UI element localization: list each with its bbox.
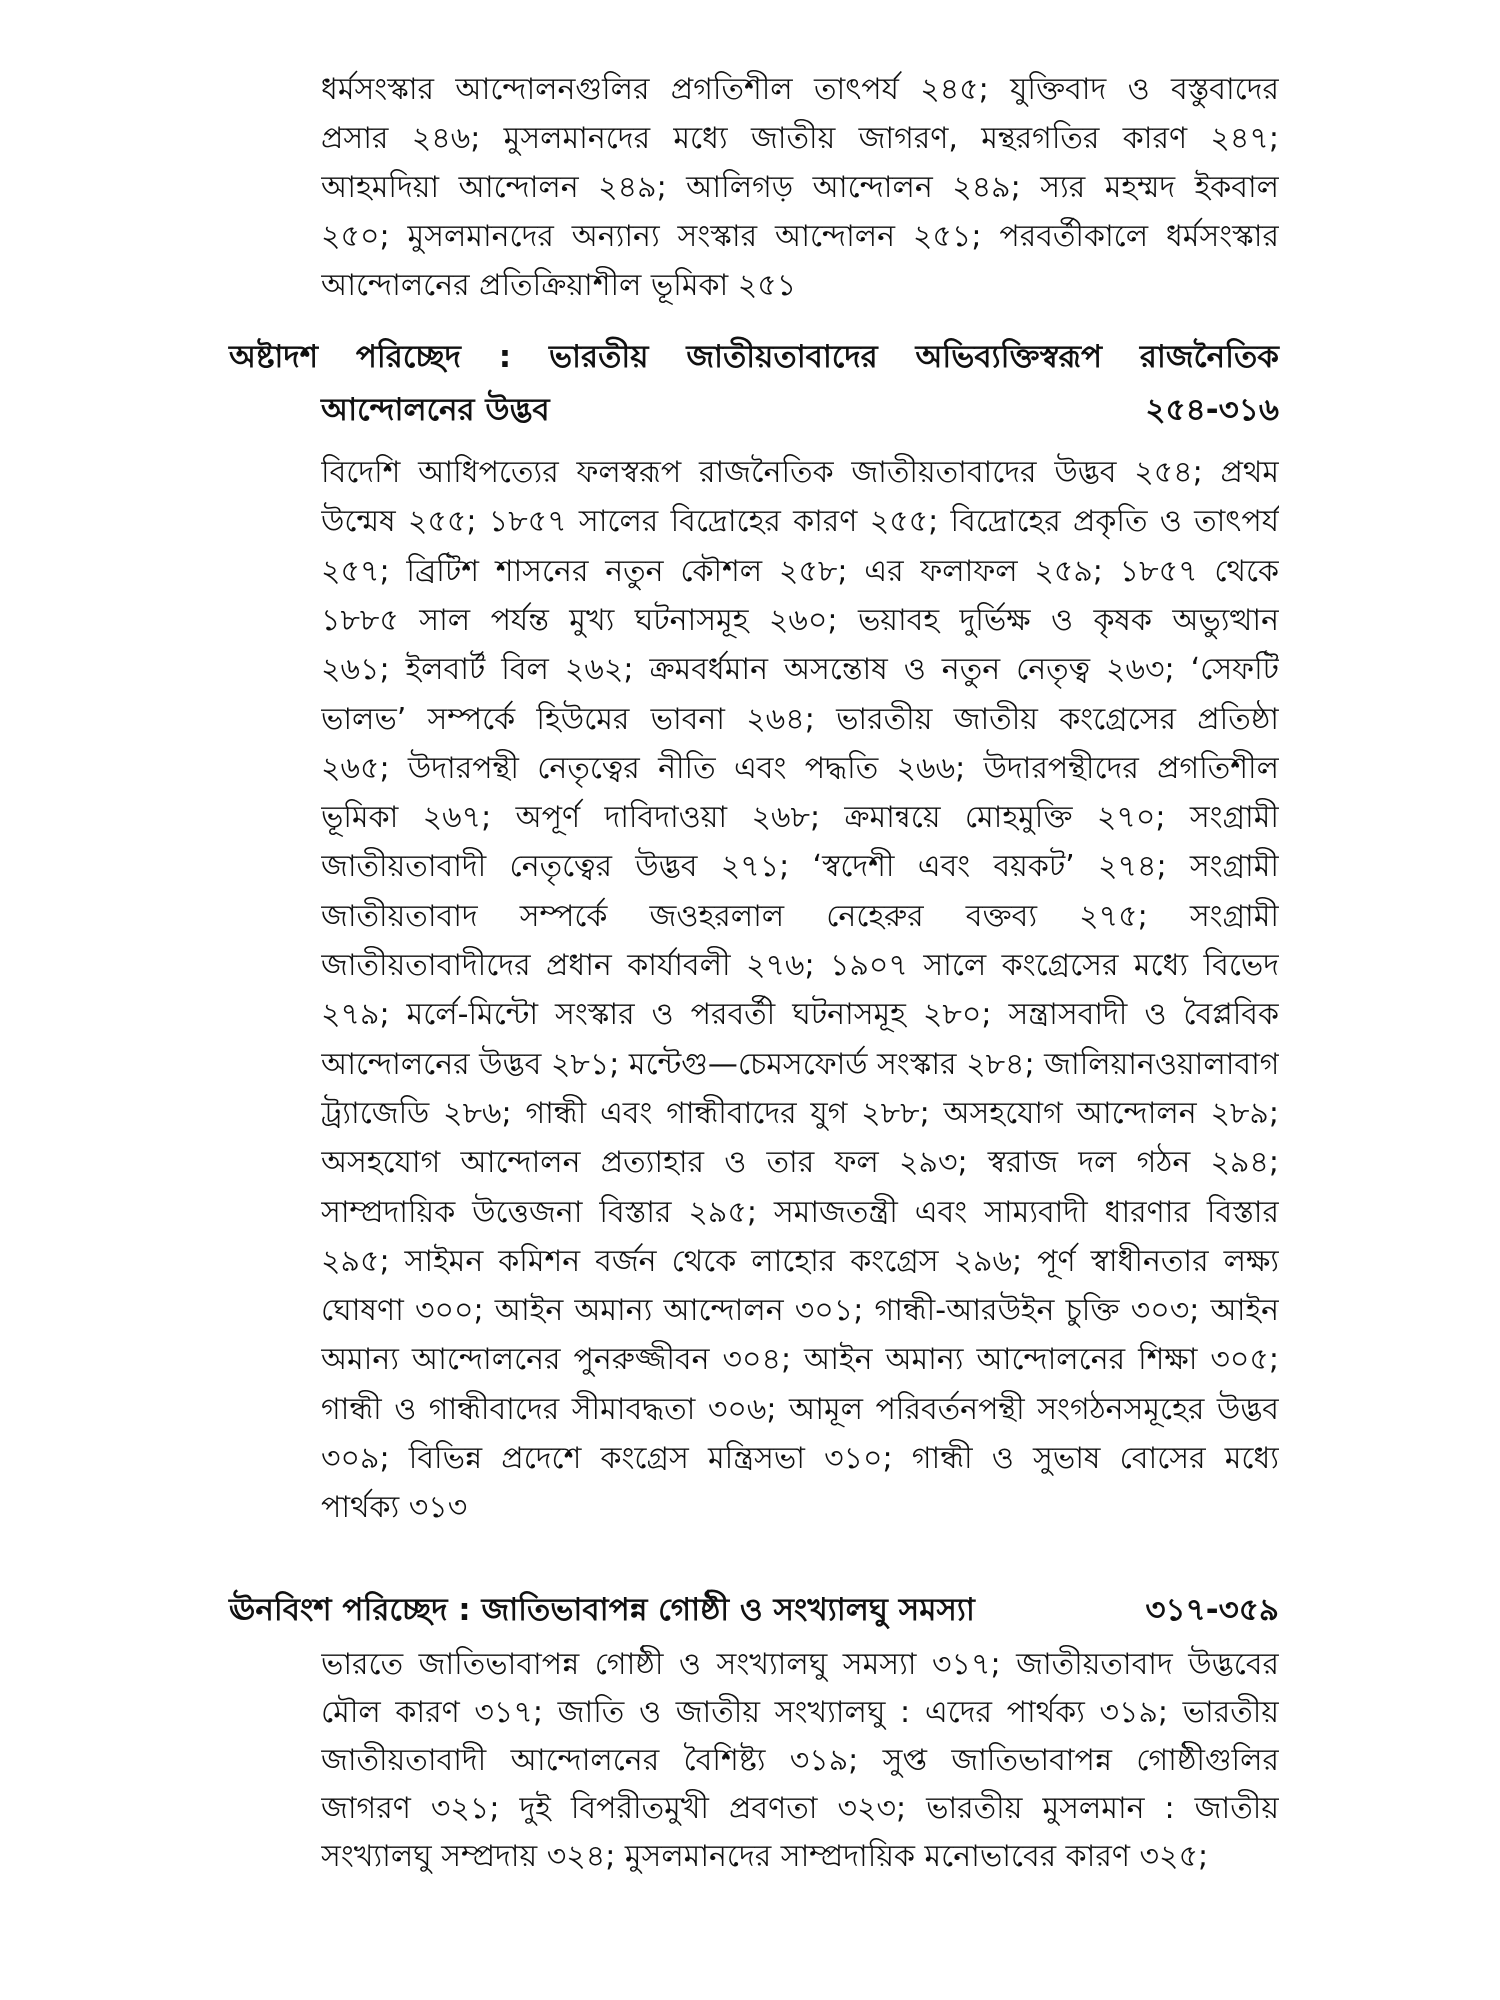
toc-line: ২৫৭; ব্রিটিশ শাসনের নতুন কৌশল ২৫৮; এর ফলাফল ২৫৯; ১৮৫৭ থেকে <box>321 553 1279 589</box>
toc-line: বিদেশি আধিপত্যের ফলস্বরূপ রাজনৈতিক জাতীয়তাবাদের উদ্ভব ২৫৪; প্রথম <box>321 455 1279 490</box>
toc-line: ১৮৮৫ সাল পর্যন্ত মুখ্য ঘটনাসমূহ ২৬০; ভয়াবহ দুর্ভিক্ষ ও কৃষক অভ্যুত্থান <box>321 602 1279 638</box>
toc-line: জাগরণ ৩২১; দুই বিপরীতমুখী প্রবণতা ৩২৩; ভারতীয় মুসলমান : জাতীয় <box>321 1791 1279 1826</box>
toc-line: ট্র্যাজেডি ২৮৬; গান্ধী এবং গান্ধীবাদের যুগ ২৮৮; অসহযোগ আন্দোলন ২৮৯; <box>321 1095 1279 1131</box>
chapter-18-heading-cont: আন্দোলনের উদ্ভব <box>321 392 550 428</box>
toc-line: ২৫০; মুসলমানদের অন্যান্য সংস্কার আন্দোলন ২৫১; পরবর্তীকালে ধর্মসংস্কার <box>321 219 1279 254</box>
toc-line: জাতীয়তাবাদী আন্দোলনের বৈশিষ্ট্য ৩১৯; সুপ্ত জাতিভাবাপন্ন গোষ্ঠীগুলির <box>321 1743 1279 1778</box>
toc-line: আন্দোলনের উদ্ভব ২৮১; মন্টেগু—চেমসফোর্ড সংস্কার ২৮৪; জালিয়ানওয়ালাবাগ <box>321 1046 1279 1082</box>
toc-line: ২৯৫; সাইমন কমিশন বর্জন থেকে লাহোর কংগ্রেস ২৯৬; পূর্ণ স্বাধীনতার লক্ষ্য <box>321 1243 1279 1279</box>
toc-line: গান্ধী ও গান্ধীবাদের সীমাবদ্ধতা ৩০৬; আমূল পরিবর্তনপন্থী সংগঠনসমূহের উদ্ভব <box>321 1391 1279 1427</box>
toc-line: আহমদিয়া আন্দোলন ২৪৯; আলিগড় আন্দোলন ২৪৯; স্যর মহম্মদ ইকবাল <box>321 170 1279 205</box>
toc-line: সাম্প্রদায়িক উত্তেজনা বিস্তার ২৯৫; সমাজতন্ত্রী এবং সাম্যবাদী ধারণার বিস্তার <box>321 1194 1279 1230</box>
chapter-19-heading: ঊনবিংশ পরিচ্ছেদ : জাতিভাবাপন্ন গোষ্ঠী ও সংখ্যালঘু সমস্যা <box>229 1592 975 1628</box>
toc-line: পার্থক্য ৩১৩ <box>321 1490 468 1526</box>
chapter-19-heading-row <box>229 1590 1279 1630</box>
toc-line: ২৬৫; উদারপন্থী নেতৃত্বের নীতি এবং পদ্ধতি ২৬৬; উদারপন্থীদের প্রগতিশীল <box>321 750 1279 786</box>
chapter-18-heading: অষ্টাদশ পরিচ্ছেদ : ভারতীয় জাতীয়তাবাদের অভিব্যক্তিস্বরূপ রাজনৈতিক <box>229 339 1279 375</box>
toc-line: ধর্মসংস্কার আন্দোলনগুলির প্রগতিশীল তাৎপর্য ২৪৫; যুক্তিবাদ ও বস্তুবাদের <box>321 72 1279 107</box>
toc-line: ২৬১; ইলবার্ট বিল ২৬২; ক্রমবর্ধমান অসন্তোষ ও নতুন নেতৃত্ব ২৬৩; ‘সেফটি <box>321 652 1279 688</box>
toc-line: প্রসার ২৪৬; মুসলমানদের মধ্যে জাতীয় জাগরণ, মন্থরগতির কারণ ২৪৭; <box>321 121 1279 156</box>
toc-line: জাতীয়তাবাদী নেতৃত্বের উদ্ভব ২৭১; ‘স্বদেশী এবং বয়কট’ ২৭৪; সংগ্রামী <box>321 849 1279 885</box>
toc-line: ২৭৯; মর্লে-মিন্টো সংস্কার ও পরবর্তী ঘটনাসমূহ ২৮০; সন্ত্রাসবাদী ও বৈপ্লবিক <box>321 997 1279 1033</box>
toc-line: উন্মেষ ২৫৫; ১৮৫৭ সালের বিদ্রোহের কারণ ২৫৫; বিদ্রোহের প্রকৃতি ও তাৎপর্য <box>321 504 1279 540</box>
toc-line: ভারতে জাতিভাবাপন্ন গোষ্ঠী ও সংখ্যালঘু সমস্যা ৩১৭; জাতীয়তাবাদ উদ্ভবের <box>321 1647 1279 1682</box>
toc-line: আন্দোলনের প্রতিক্রিয়াশীল ভূমিকা ২৫১ <box>321 268 797 303</box>
toc-line: ভালভ’ সম্পর্কে হিউমের ভাবনা ২৬৪; ভারতীয় জাতীয় কংগ্রেসের প্রতিষ্ঠা <box>321 701 1279 737</box>
chapter-19-pages: ৩১৭-৩৫৯ <box>1145 1592 1279 1628</box>
toc-line: সংখ্যালঘু সম্প্রদায় ৩২৪; মুসলমানদের সাম্প্রদায়িক মনোভাবের কারণ ৩২৫; <box>321 1839 1209 1874</box>
toc-line: জাতীয়তাবাদ সম্পর্কে জওহরলাল নেহেরুর বক্তব্য ২৭৫; সংগ্রামী <box>321 898 1279 934</box>
toc-line: ৩০৯; বিভিন্ন প্রদেশে কংগ্রেস মন্ত্রিসভা ৩১০; গান্ধী ও সুভাষ বোসের মধ্যে <box>321 1441 1279 1476</box>
toc-line: ভূমিকা ২৬৭; অপূর্ণ দাবিদাওয়া ২৬৮; ক্রমান্বয়ে মোহমুক্তি ২৭০; সংগ্রামী <box>321 800 1279 836</box>
toc-line: জাতীয়তাবাদীদের প্রধান কার্যাবলী ২৭৬; ১৯০৭ সালে কংগ্রেসের মধ্যে বিভেদ <box>321 948 1279 983</box>
toc-line: ঘোষণা ৩০০; আইন অমান্য আন্দোলন ৩০১; গান্ধী-আরউইন চুক্তি ৩০৩; আইন <box>321 1293 1279 1329</box>
chapter-18-pages: ২৫৪-৩১৬ <box>1145 392 1279 428</box>
toc-line: মৌল কারণ ৩১৭; জাতি ও জাতীয় সংখ্যালঘু : এদের পার্থক্য ৩১৯; ভারতীয় <box>321 1695 1279 1730</box>
toc-line: অসহযোগ আন্দোলন প্রত্যাহার ও তার ফল ২৯৩; স্বরাজ দল গঠন ২৯৪; <box>321 1145 1279 1181</box>
toc-line: অমান্য আন্দোলনের পুনরুজ্জীবন ৩০৪; আইন অমান্য আন্দোলনের শিক্ষা ৩০৫; <box>321 1342 1279 1378</box>
chapter-18-heading-line2 <box>321 390 1279 430</box>
